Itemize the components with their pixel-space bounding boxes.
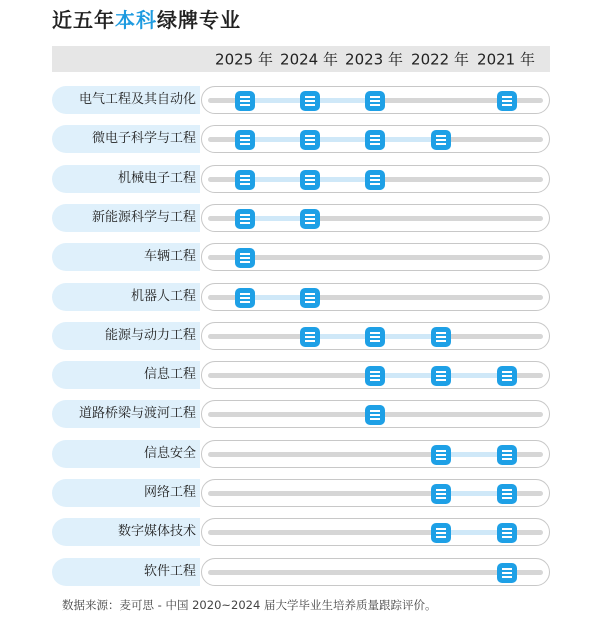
year-track [201,558,550,586]
year-track [201,361,550,389]
major-row [52,86,550,114]
list-badge-icon [431,130,451,150]
major-row [52,322,550,350]
list-badge-icon [235,288,255,308]
list-badge-icon [235,170,255,190]
list-badge-icon [300,170,320,190]
list-badge-icon [300,91,320,111]
year-header-0: 2025 年 [215,50,273,69]
data-source-note: 数据来源：麦可思 - 中国 2020~2024 届大学毕业生培养质量跟踪评价。 [62,598,437,612]
year-track [201,518,550,546]
title-suffix: 绿牌专业 [157,8,241,32]
major-row [52,558,550,586]
page-title [52,4,241,33]
list-badge-icon [497,366,517,386]
major-name: 机械电子工程 [52,165,200,193]
year-track [201,243,550,271]
year-header-3: 2022 年 [411,50,469,69]
list-badge-icon [300,288,320,308]
major-name: 能源与动力工程 [52,322,200,350]
major-name: 道路桥梁与渡河工程 [52,400,200,428]
major-row [52,440,550,468]
year-track [201,322,550,350]
list-badge-icon [365,130,385,150]
year-track [201,400,550,428]
year-track [201,440,550,468]
list-badge-icon [235,209,255,229]
year-track [201,283,550,311]
list-badge-icon [235,248,255,268]
major-row [52,243,550,271]
list-badge-icon [497,91,517,111]
year-track [201,204,550,232]
major-row [52,400,550,428]
year-track [201,125,550,153]
list-badge-icon [497,563,517,583]
list-badge-icon [365,91,385,111]
list-badge-icon [300,209,320,229]
major-row [52,283,550,311]
major-name: 数字媒体技术 [52,518,200,546]
track-line [208,570,543,575]
major-name: 信息工程 [52,361,200,389]
major-name: 网络工程 [52,479,200,507]
major-row [52,165,550,193]
major-name: 新能源科学与工程 [52,204,200,232]
list-badge-icon [431,523,451,543]
year-track [201,86,550,114]
year-track [201,165,550,193]
list-badge-icon [365,170,385,190]
list-badge-icon [235,130,255,150]
list-badge-icon [497,484,517,504]
list-badge-icon [431,366,451,386]
major-row [52,518,550,546]
major-name: 车辆工程 [52,243,200,271]
list-badge-icon [365,366,385,386]
list-badge-icon [300,130,320,150]
year-header [52,46,550,72]
year-header-2: 2023 年 [345,50,403,69]
major-name: 微电子科学与工程 [52,125,200,153]
list-badge-icon [300,327,320,347]
list-badge-icon [431,327,451,347]
major-row [52,125,550,153]
year-header-4: 2021 年 [477,50,535,69]
year-header-1: 2024 年 [280,50,338,69]
track-line [208,255,543,260]
major-name: 机器人工程 [52,283,200,311]
title-highlight: 本科 [115,8,157,32]
list-badge-icon [431,445,451,465]
major-row [52,204,550,232]
list-badge-icon [235,91,255,111]
list-badge-icon [497,445,517,465]
list-badge-icon [431,484,451,504]
year-track [201,479,550,507]
list-badge-icon [365,405,385,425]
major-name: 电气工程及其自动化 [52,86,200,114]
major-name: 软件工程 [52,558,200,586]
title-prefix: 近五年 [52,8,115,32]
list-badge-icon [497,523,517,543]
list-badge-icon [365,327,385,347]
major-name: 信息安全 [52,440,200,468]
major-row [52,479,550,507]
major-row [52,361,550,389]
